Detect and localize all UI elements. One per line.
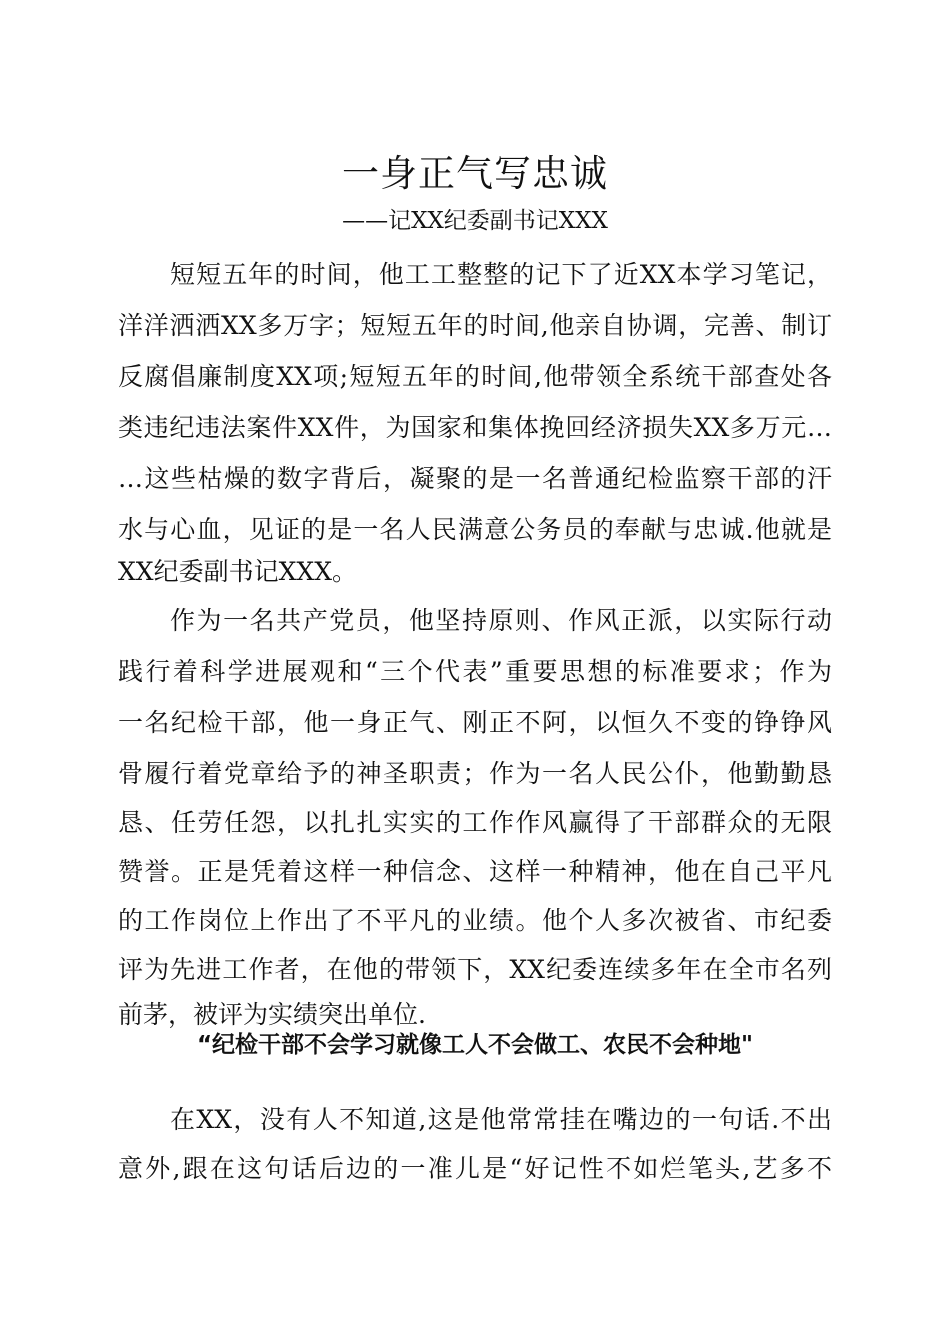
paragraph-line: 水与心血，见证的是一名人民满意公务员的奉献与忠诚.他就是	[118, 515, 832, 544]
paragraph-line: 骨履行着党章给予的神圣职责；作为一名人民公仆，他勤勤恳	[118, 759, 832, 788]
paragraph-line: 洋洋洒洒XX多万字；短短五年的时间,他亲自协调，完善、制订	[118, 311, 832, 340]
document-title: 一身正气写忠诚	[342, 152, 608, 195]
paragraph-line: 类违纪违法案件XX件，为国家和集体挽回经济损失XX多万元…	[118, 413, 832, 442]
paragraph-line: 反腐倡廉制度XX项;短短五年的时间,他带领全系统干部查处各	[118, 362, 832, 391]
paragraph-line: 短短五年的时间，他工工整整的记下了近XX本学习笔记，	[170, 260, 832, 289]
document-subtitle: ——记XX纪委副书记XXX	[342, 208, 608, 234]
section-heading: “纪检干部不会学习就像工人不会做工、农民不会种地"	[196, 1032, 754, 1058]
paragraph-line: 评为先进工作者，在他的带领下，XX纪委连续多年在全市名列	[118, 955, 832, 984]
paragraph-line: 恳、任劳任怨，以扎扎实实的工作作风赢得了干部群众的无限	[118, 808, 832, 837]
paragraph-line: 的工作岗位上作出了不平凡的业绩。他个人多次被省、市纪委	[118, 906, 832, 935]
paragraph-line: 在XX，没有人不知道,这是他常常挂在嘴边的一句话.不出	[170, 1105, 832, 1134]
paragraph-line: 前茅，被评为实绩突出单位.	[118, 1000, 426, 1029]
paragraph-line: 一名纪检干部，他一身正气、刚正不阿，以恒久不变的铮铮风	[118, 708, 832, 737]
paragraph-line: XX纪委副书记XXX。	[118, 557, 357, 586]
paragraph-line: …这些枯燥的数字背后，凝聚的是一名普通纪检监察干部的汗	[118, 464, 832, 493]
paragraph-line: 赞誉。正是凭着这样一种信念、这样一种精神，他在自己平凡	[118, 857, 832, 886]
paragraph-line: 践行着科学进展观和“三个代表”重要思想的标准要求；作为	[118, 657, 832, 686]
paragraph-line: 意外,跟在这句话后边的一准儿是“好记性不如烂笔头,艺多不	[118, 1154, 832, 1183]
paragraph-line: 作为一名共产党员，他坚持原则、作风正派，以实际行动	[170, 606, 832, 635]
